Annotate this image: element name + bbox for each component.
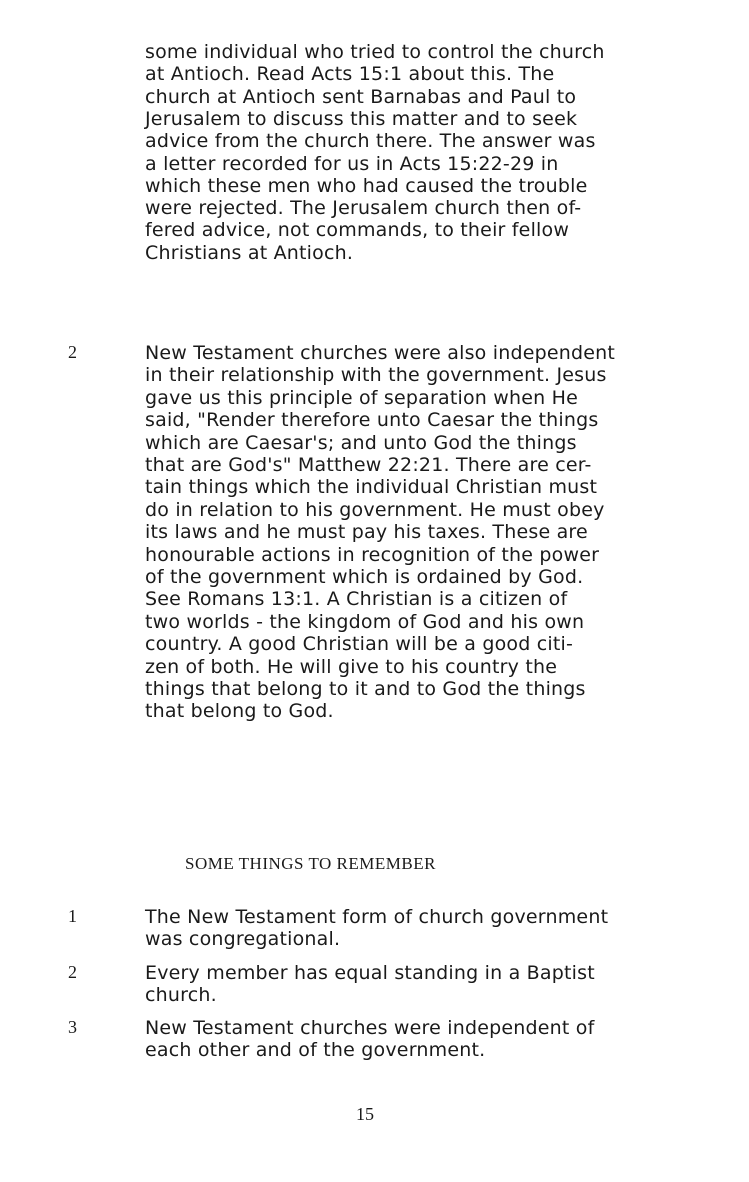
text-line: which are Caesar's; and unto God the things: [145, 431, 577, 454]
text-line: said, "Render therefore unto Caesar the things: [145, 409, 599, 432]
text-line: New Testament churches were also independent: [145, 342, 616, 364]
page-number: 15: [356, 1104, 374, 1124]
text-line: its laws and he must pay his taxes. These are: [145, 521, 588, 544]
list-item-number: 1: [68, 906, 77, 926]
text-line: each other and of the government.: [145, 1038, 486, 1061]
text-line: honourable actions in recognition of the power: [145, 543, 600, 566]
text-line: things that belong to it and to God the things: [145, 678, 586, 700]
text-line: that belong to God.: [145, 700, 334, 723]
text-line: advice from the church there. The answer was: [145, 130, 596, 153]
text-line: of the government which is ordained by God.: [145, 566, 584, 588]
text-line: some individual who tried to control the church: [145, 41, 605, 63]
text-line: in their relationship with the government. Jesus: [145, 364, 607, 387]
text-line: gave us this principle of separation when He: [145, 386, 579, 409]
text-line: at Antioch. Read Acts 15:1 about this. The: [145, 63, 555, 86]
text-line: that are God's" Matthew 22:21. There are cer-: [145, 454, 592, 476]
text-line: a letter recorded for us in Acts 15:22-29 in: [145, 152, 559, 175]
text-line: church.: [145, 983, 217, 1006]
text-line: Every member has equal standing in a Baptist: [145, 962, 595, 984]
text-line: New Testament churches were independent of: [145, 1017, 595, 1039]
text-line: do in relation to his government. He must obey: [145, 498, 605, 521]
section-heading: SOME THINGS TO REMEMBER: [185, 854, 436, 873]
text-line: zen of both. He will give to his country the: [145, 655, 558, 678]
text-line: country. A good Christian will be a good citi-: [145, 633, 574, 656]
paragraph-number: 2: [68, 342, 77, 362]
text-line: church at Antioch sent Barnabas and Paul to: [145, 85, 577, 108]
list-item-number: 3: [68, 1017, 77, 1037]
text-line: Christians at Antioch.: [145, 241, 354, 264]
text-line: were rejected. The Jerusalem church then of-: [145, 197, 582, 220]
text-line: See Romans 13:1. A Christian is a citizen of: [145, 588, 568, 611]
text-line: which these men who had caused the trouble: [145, 174, 588, 197]
text-line: was congregational.: [145, 927, 341, 950]
list-item-number: 2: [68, 962, 77, 982]
text-line: fered advice, not commands, to their fellow: [145, 219, 570, 242]
text-line: Jerusalem to discuss this matter and to seek: [145, 107, 578, 130]
text-line: two worlds - the kingdom of God and his own: [145, 610, 585, 633]
text-line: The New Testament form of church government: [145, 906, 609, 928]
text-line: tain things which the individual Christian must: [145, 476, 598, 499]
